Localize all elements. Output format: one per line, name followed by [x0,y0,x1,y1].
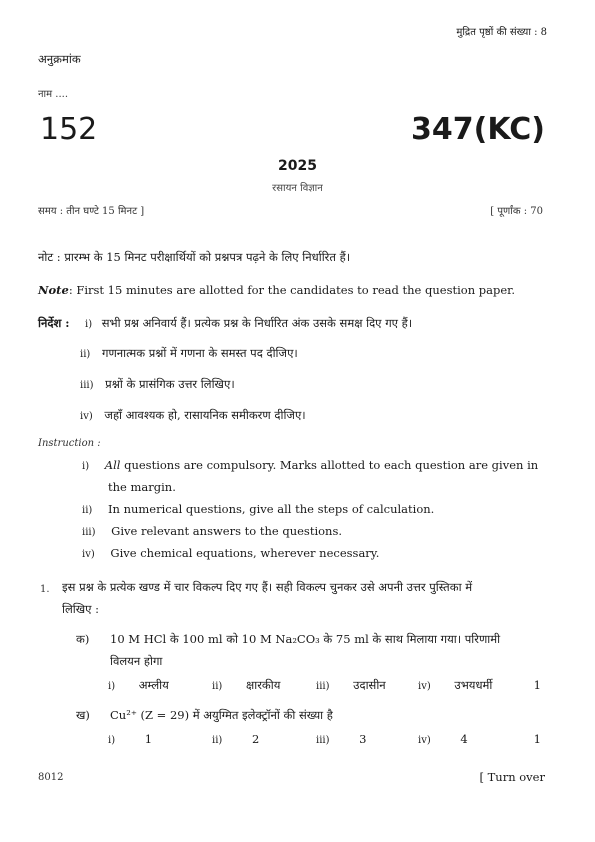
question-intro: इस प्रश्न के प्रत्येक खण्ड में चार विकल्प दिए गए हैं। सही विकल्प चुनकर उसे अपनी उत्तर पुस्तिका में [62,580,473,594]
question-intro-continuation: लिखिए : [62,602,100,616]
printed-pages-label: मुद्रित पृष्ठों की संख्या : 8 [456,27,547,38]
hindi-instruction-item: iii) प्रश्नों के प्रासंगिक उत्तर लिखिए। [80,377,235,391]
time-label: समय : तीन घण्टे 15 मिनट ] [38,206,145,217]
option: ii) 2 [212,732,260,746]
part-label: ख) [76,708,90,722]
english-instructions-label: Instruction : [38,438,101,449]
subject-title: रसायन विज्ञान [272,183,323,194]
part-question-text: Cu²⁺ (Z = 29) में अयुग्मित इलेक्ट्रॉनों की संख्या है [110,708,333,722]
marks: 1 [533,732,541,746]
exam-year: 2025 [278,158,317,174]
hindi-instruction-item: ii) गणनात्मक प्रश्नों में गणना के समस्त पद दीजिए। [80,346,298,360]
english-instruction-item: ii) In numerical questions, give all the steps of calculation. [82,502,435,516]
hindi-instruction-item: iv) जहाँ आवश्यक हो, रासायनिक समीकरण दीजिए। [80,408,306,422]
option: iii) उदासीन [316,678,386,692]
turn-over-label: [ Turn over [479,770,545,784]
english-instruction-item: iv) Give chemical equations, wherever necessary. [82,546,380,560]
option: iii) 3 [316,732,367,746]
english-note-text: : First 15 minutes are allotted for the candidates to read the question paper. [68,283,516,297]
roll-no-label: अनुक्रमांक [38,52,81,66]
paper-number: 152 [40,112,98,147]
part-question-text: 10 M HCl के 100 ml को 10 M Na₂CO₃ के 75 ml के साथ मिलाया गया। परिणामी [110,632,501,646]
option: iv) उभयधर्मी [418,678,493,692]
name-label: नाम .... [38,89,69,100]
hindi-instructions-label: निर्देश : [38,316,70,330]
option: iv) 4 [418,732,468,746]
english-instruction-item: i) All questions are compulsory. Marks allotted to each question are given in [82,458,539,472]
part-question-continuation: विलयन होगा [110,654,163,668]
paper-code: 347(KC) [411,112,545,147]
question-number: 1. [40,584,50,595]
english-note [38,283,515,297]
english-instruction-item: iii) Give relevant answers to the questions. [82,524,343,538]
english-instruction-continuation: the margin. [108,480,176,494]
hindi-note: नोट : प्रारम्भ के 15 मिनट परीक्षार्थियों को प्रश्नपत्र पढ़ने के लिए निर्धारित हैं। [38,250,351,264]
footer-code: 8012 [38,772,64,783]
max-marks-label: [ पूर्णांक : 70 [490,206,543,217]
english-note-label: Note [38,283,69,297]
marks: 1 [533,678,541,692]
hindi-instruction-item: i) सभी प्रश्न अनिवार्य हैं। प्रत्येक प्रश्न के निर्धारित अंक उसके समक्ष दिए गए हैं। [85,316,413,330]
option: ii) क्षारकीय [212,678,281,692]
part-label: क) [76,632,90,646]
option: i) अम्लीय [108,678,169,692]
option: i) 1 [108,732,153,746]
